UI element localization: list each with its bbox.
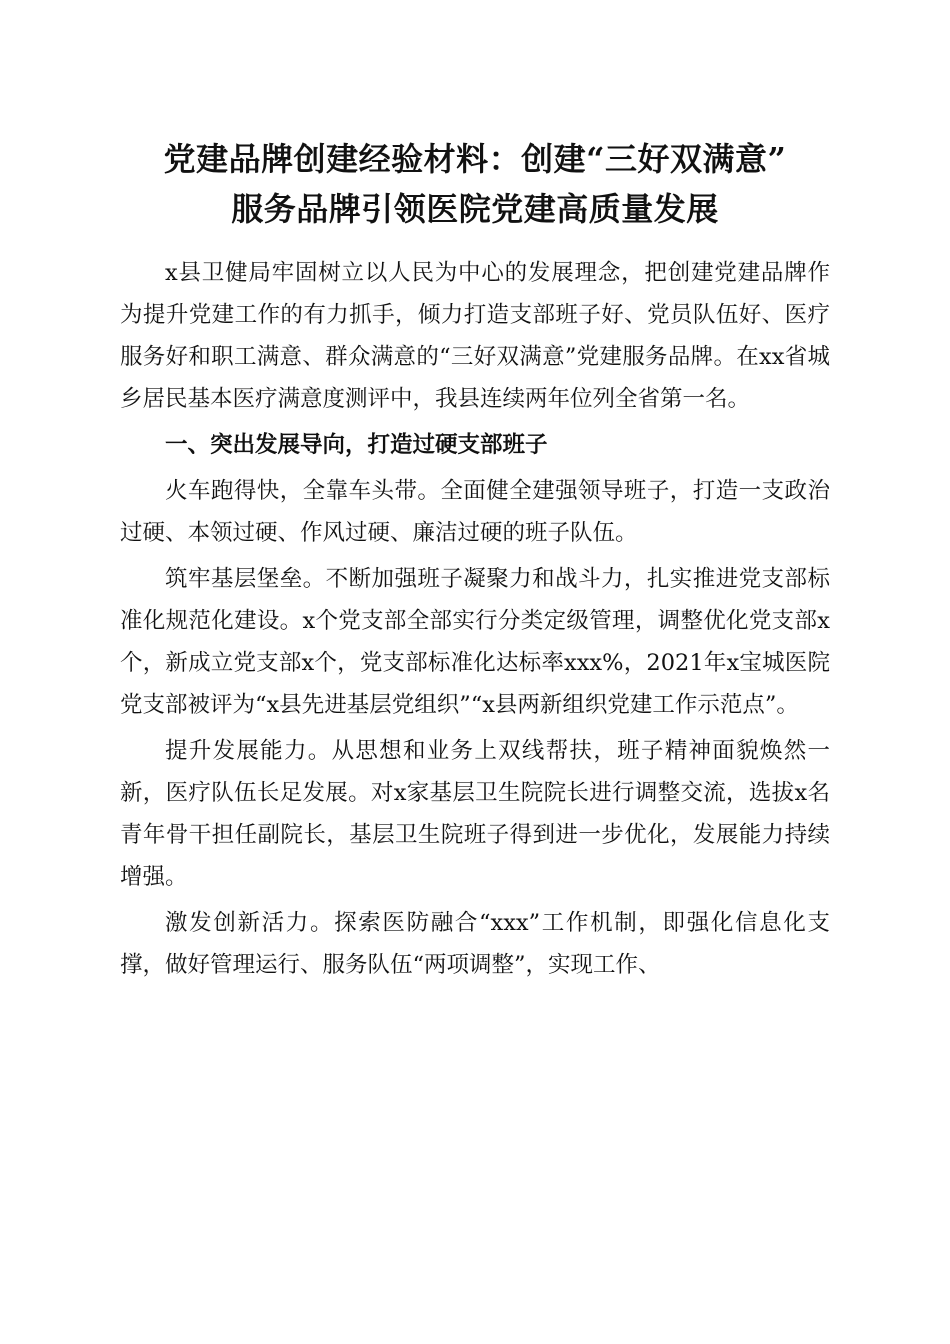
section-heading-1: 一、突出发展导向，打造过硬支部班子 — [165, 432, 548, 458]
paragraph: 提升发展能力。从思想和业务上双线帮扶，班子精神面貌焕然一新，医疗队伍长足发展。对x家基层卫生院院长进行调整交流，选拔x名青年骨干担任副院长，基层卫生院班子得到进一步优化，发展能力持续增强。 — [120, 738, 830, 890]
document-body — [120, 252, 830, 990]
title-line-2: 服务品牌引领医院党建高质量发展 — [231, 190, 719, 228]
paragraph: 激发创新活力。探索医防融合“xxx”工作机制，即强化信息化支撑，做好管理运行、服务队伍“两项调整”，实现工作、 — [120, 910, 830, 978]
paragraph-intro: x县卫健局牢固树立以人民为中心的发展理念，把创建党建品牌作为提升党建工作的有力抓手，倾力打造支部班子好、党员队伍好、医疗服务好和职工满意、群众满意的“三好双满意”党建服务品牌。在xx省城乡居民基本医疗满意度测评中，我县连续两年位列全省第一名。 — [120, 260, 830, 412]
document-title — [100, 134, 850, 234]
paragraph: 火车跑得快，全靠车头带。全面健全建强领导班子，打造一支政治过硬、本领过硬、作风过硬、廉洁过硬的班子队伍。 — [120, 478, 830, 546]
paragraph: 筑牢基层堡垒。不断加强班子凝聚力和战斗力，扎实推进党支部标准化规范化建设。x个党支部全部实行分类定级管理，调整优化党支部x个，新成立党支部x个，党支部标准化达标率xxx%，2021年x宝城医院党支部被评为“x县先进基层党组织”“x县两新组织党建工作示范点”。 — [120, 566, 830, 718]
title-line-1: 党建品牌创建经验材料：创建“三好双满意” — [163, 140, 787, 178]
